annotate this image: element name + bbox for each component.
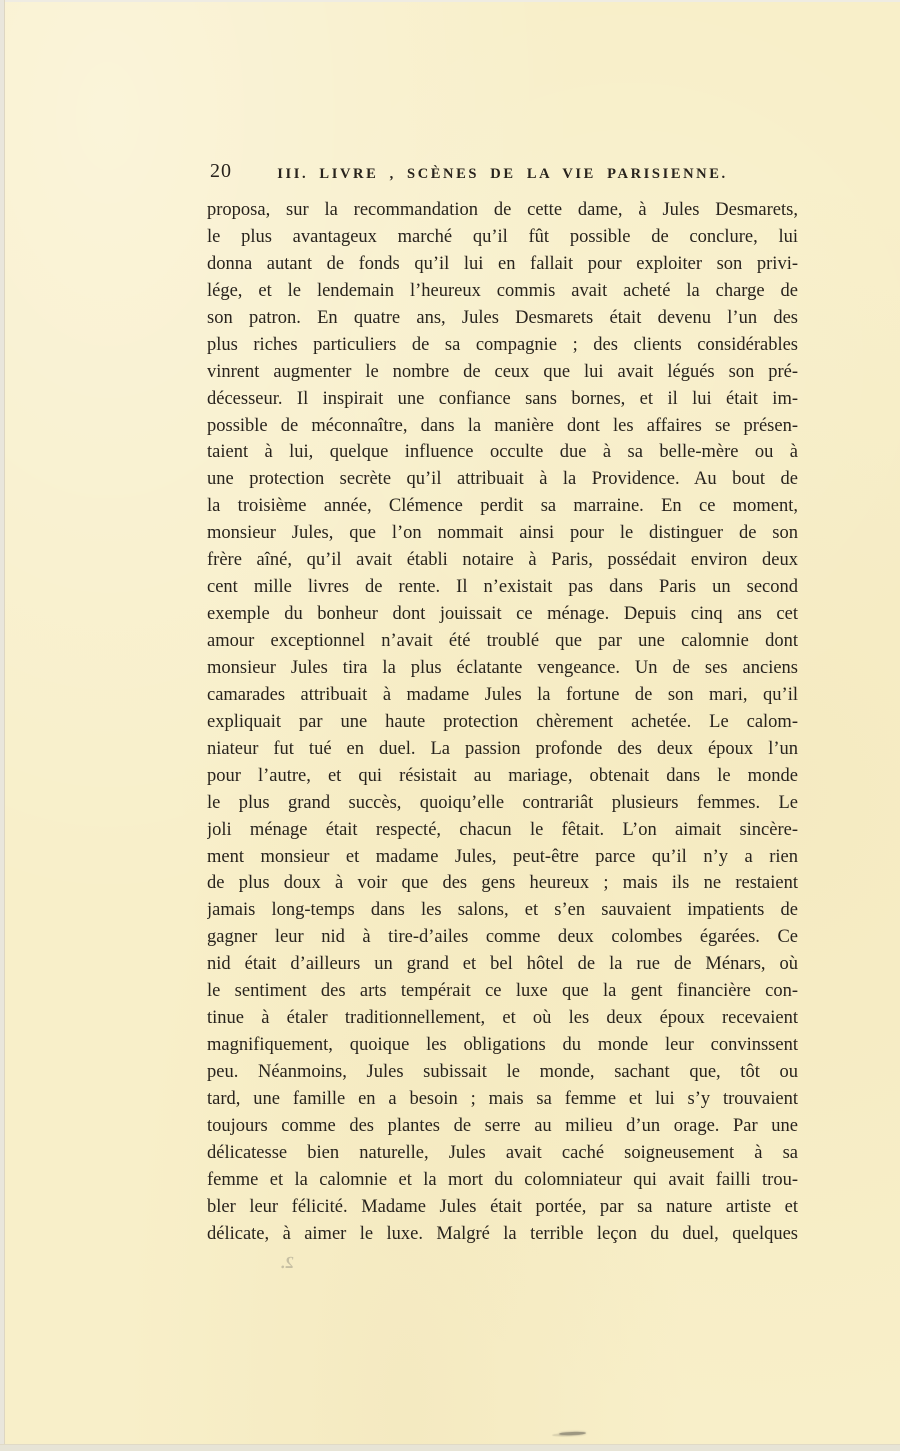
text-line: donna autant de fonds qu’il lui en fallait pour exploiter son privi- <box>207 253 798 274</box>
text-line: possible de méconnaître, dans la manière dont les affaires se présen- <box>207 415 798 436</box>
text-line: niateur fut tué en duel. La passion profonde des deux époux l’un <box>207 738 798 759</box>
show-through-mark: 2. <box>280 1253 295 1272</box>
running-header: III. LIVRE , SCÈNES DE LA VIE PARISIENNE. <box>277 166 728 182</box>
text-line: gagner leur nid à tire-d’ailes comme deux colombes égarées. Ce <box>207 927 798 948</box>
text-line: une protection secrète qu’il attribuait à la Providence. Au bout de <box>207 469 798 490</box>
text-line: la troisième année, Clémence perdit sa marraine. En ce moment, <box>207 496 798 517</box>
text-line: pour l’autre, et qui résistait au mariage, obtenait dans le monde <box>207 765 798 786</box>
text-line: tard, une famille en a besoin ; mais sa femme et lui s’y trouvaient <box>207 1088 798 1109</box>
text-line: plus riches particuliers de sa compagnie ; des clients considérables <box>207 334 798 355</box>
text-line: joli ménage était respecté, chacun le fêtait. L’on aimait sincère- <box>207 819 798 840</box>
text-line: bler leur félicité. Madame Jules était portée, par sa nature artiste et <box>207 1196 798 1217</box>
text-line: délicate, à aimer le luxe. Malgré la terrible leçon du duel, quelques <box>207 1223 798 1244</box>
page-edge-left <box>0 0 5 1451</box>
text-line: taient à lui, quelque influence occulte due à sa belle-mère ou à <box>207 442 798 463</box>
text-line: amour exceptionnel n’avait été troublé que par une calomnie dont <box>207 631 798 651</box>
text-line: délicatesse bien naturelle, Jules avait caché soigneusement à sa <box>207 1142 798 1163</box>
text-line: expliquait par une haute protection chèrement achetée. Le calom- <box>207 711 798 732</box>
text-line: le plus grand succès, quoiqu’elle contrariât plusieurs femmes. Le <box>207 792 798 813</box>
text-line: proposa, sur la recommandation de cette dame, à Jules Desmarets, <box>207 200 798 220</box>
text-line: le plus avantageux marché qu’il fût possible de conclure, lui <box>207 226 798 247</box>
page-edge-bottom <box>0 1444 900 1451</box>
page-number: 20 <box>210 160 232 182</box>
body-text-block <box>207 197 798 1248</box>
text-line: monsieur Jules tira la plus éclatante vengeance. Un de ses anciens <box>207 657 798 678</box>
text-line: ment monsieur et madame Jules, peut-être parce qu’il n’y a rien <box>207 846 798 867</box>
text-line: tinue à étaler traditionnellement, et où les deux époux recevaient <box>207 1008 798 1029</box>
text-line: décesseur. Il inspirait une confiance sans bornes, et il lui était im- <box>207 388 798 409</box>
text-line: de plus doux à voir que des gens heureux ; mais ils ne restaient <box>207 873 798 894</box>
text-line: femme et la calomnie et la mort du colomniateur qui avait failli trou- <box>207 1169 798 1190</box>
text-line: frère aîné, qu’il avait établi notaire à Paris, possédait environ deux <box>207 550 798 571</box>
text-line: peu. Néanmoins, Jules subissait le monde, sachant que, tôt ou <box>207 1062 798 1082</box>
text-line: magnifiquement, quoique les obligations du monde leur convinssent <box>207 1035 798 1056</box>
text-line: cent mille livres de rente. Il n’existait pas dans Paris un second <box>207 577 798 598</box>
ink-smudge <box>559 1432 586 1436</box>
text-line: exemple du bonheur dont jouissait ce ménage. Depuis cinq ans cet <box>207 604 798 625</box>
text-line: toujours comme des plantes de serre au milieu d’un orage. Par une <box>207 1115 798 1136</box>
text-line: camarades attribuait à madame Jules la fortune de son mari, qu’il <box>207 684 798 705</box>
text-line: lége, et le lendemain l’heureux commis avait acheté la charge de <box>207 280 798 301</box>
text-line: jamais long-temps dans les salons, et s’en sauvaient impatients de <box>207 900 798 921</box>
text-line: le sentiment des arts tempérait ce luxe que la gent financière con- <box>207 981 798 1002</box>
text-line: nid était d’ailleurs un grand et bel hôtel de la rue de Ménars, où <box>207 954 798 975</box>
text-line: vinrent augmenter le nombre de ceux que lui avait légués son pré- <box>207 361 798 382</box>
text-line: monsieur Jules, que l’on nommait ainsi pour le distinguer de son <box>207 523 798 544</box>
text-line: son patron. En quatre ans, Jules Desmarets était devenu l’un des <box>207 307 798 328</box>
page-edge-top <box>0 0 900 2</box>
